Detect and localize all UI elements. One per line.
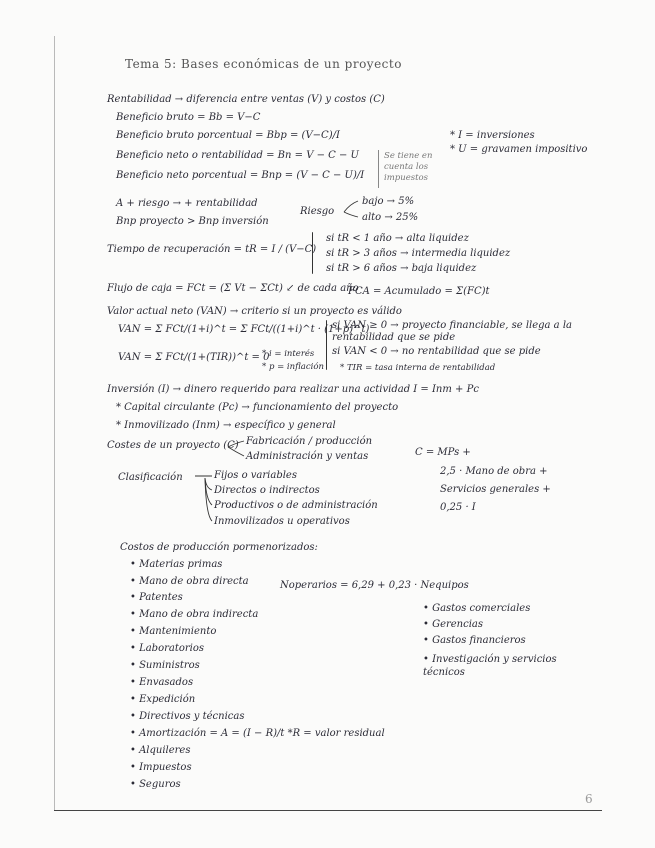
- tr-case-2: si tR > 3 años → intermedia liquidez: [326, 248, 511, 259]
- c-formula-4: 0,25 · I: [440, 502, 476, 513]
- note-impuestos: Se tiene en cuenta los impuestos: [384, 151, 433, 183]
- costo-right-item: • Investigación y servicios técnicos: [423, 654, 557, 678]
- costo-right-item: • Gastos financieros: [423, 635, 526, 646]
- van-intro: Valor actual neto (VAN) → criterio si un proyecto es válido: [107, 306, 402, 317]
- inversion-line: Inversión (I) → dinero requerido para realizar una actividad I = Inm + Pc: [107, 384, 479, 395]
- clasificacion-item: Fijos o variables: [214, 470, 297, 481]
- tr-case-3: si tR > 6 años → baja liquidez: [326, 263, 477, 274]
- riesgo-alto: alto → 25%: [362, 212, 419, 223]
- costo-item: • Suministros: [130, 660, 200, 671]
- tr-case-1: si tR < 1 año → alta liquidez: [326, 233, 469, 244]
- flujo-caja: Flujo de caja = FCt = (Σ Vt − ΣCt) ↙ de cada año: [107, 283, 359, 294]
- bnp-comparison: Bnp proyecto > Bnp inversión: [116, 216, 269, 227]
- costo-item: • Materias primas: [130, 559, 223, 570]
- beneficio-bruto: Beneficio bruto = Bb = V−C: [116, 112, 261, 123]
- note-i: * I = inversiones: [450, 130, 535, 141]
- costes-proyecto: Costes de un proyecto (C): [107, 440, 239, 451]
- c-formula-2: 2,5 · Mano de obra +: [440, 466, 548, 477]
- note-u: * U = gravamen impositivo: [450, 144, 588, 155]
- van-note-i: * i = interés: [262, 349, 315, 359]
- costo-item: • Alquileres: [130, 745, 191, 756]
- costo-item: • Impuestos: [130, 762, 192, 773]
- beneficio-bruto-porcentual: Beneficio bruto porcentual = Bbp = (V−C)/I: [116, 130, 340, 141]
- costo-right-item: • Gastos comerciales: [423, 603, 531, 614]
- c-formula-3: Servicios generales +: [440, 484, 551, 495]
- c-formula-1: C = MPs +: [415, 447, 471, 458]
- van-case-2: si VAN < 0 → no rentabilidad que se pide: [332, 346, 541, 357]
- rentabilidad-line: Rentabilidad → diferencia entre ventas (V) y costos (C): [107, 94, 385, 105]
- riesgo-line: A + riesgo → + rentabilidad: [116, 198, 258, 209]
- beneficio-neto-porcentual: Beneficio neto porcentual = Bnp = (V − C − U)/I: [116, 170, 365, 181]
- clasificacion-label: Clasificación: [118, 472, 183, 483]
- capital-circulante: * Capital circulante (Pc) → funcionamiento del proyecto: [116, 402, 399, 413]
- costo-item: • Mano de obra directa: [130, 576, 249, 587]
- van-note-p: * p = inflación: [262, 362, 324, 372]
- costo-item: • Mano de obra indirecta: [130, 609, 259, 620]
- costo-item: • Patentes: [130, 592, 183, 603]
- costo-item: • Envasados: [130, 677, 194, 688]
- page-number: 6: [585, 792, 593, 806]
- costo-item: • Seguros: [130, 779, 181, 790]
- costes-administracion: Administración y ventas: [246, 451, 369, 462]
- costo-item: • Directivos y técnicas: [130, 711, 245, 722]
- van-formula: VAN = Σ FCt/(1+i)^t = Σ FCt/((1+i)^t · (1+p)^t): [118, 324, 370, 335]
- costos-title: Costos de producción pormenorizados:: [120, 542, 318, 553]
- costo-item: • Mantenimiento: [130, 626, 217, 637]
- riesgo-bajo: bajo → 5%: [362, 196, 415, 207]
- clasificacion-item: Productivos o de administración: [214, 500, 378, 511]
- costo-item: • Laboratorios: [130, 643, 205, 654]
- beneficio-neto: Beneficio neto o rentabilidad = Bn = V − C − U: [116, 150, 359, 161]
- riesgo-label: Riesgo: [300, 206, 335, 217]
- costo-item: • Amortización = A = (I − R)/t *R = valor residual: [130, 728, 385, 739]
- van-note-tir: * TIR = tasa interna de rentabilidad: [340, 363, 496, 373]
- noperarios-formula: Noperarios = 6,29 + 0,23 · Nequipos: [280, 580, 469, 591]
- fca: FCA = Acumulado = Σ(FC)t: [348, 286, 490, 297]
- van-case-1: si VAN ≥ 0 → proyecto financiable, se llega a la rentabilidad que se pide: [332, 320, 572, 343]
- clasificacion-item: Inmovilizados u operativos: [214, 516, 350, 527]
- bottom-rule: [54, 810, 602, 811]
- costes-fabricacion: Fabricación / producción: [246, 436, 373, 447]
- clasificacion-item: Directos o indirectos: [214, 485, 320, 496]
- tiempo-recuperacion: Tiempo de recuperación = tR = I / (V−C): [107, 244, 317, 255]
- inmovilizado: * Inmovilizado (Inm) → específico y general: [116, 420, 336, 431]
- van-tir-formula: VAN = Σ FCt/(1+(TIR))^t = 0: [118, 352, 270, 363]
- costo-item: • Expedición: [130, 694, 196, 705]
- costo-right-item: • Gerencias: [423, 619, 484, 630]
- page-title: Tema 5: Bases económicas de un proyecto: [125, 57, 402, 71]
